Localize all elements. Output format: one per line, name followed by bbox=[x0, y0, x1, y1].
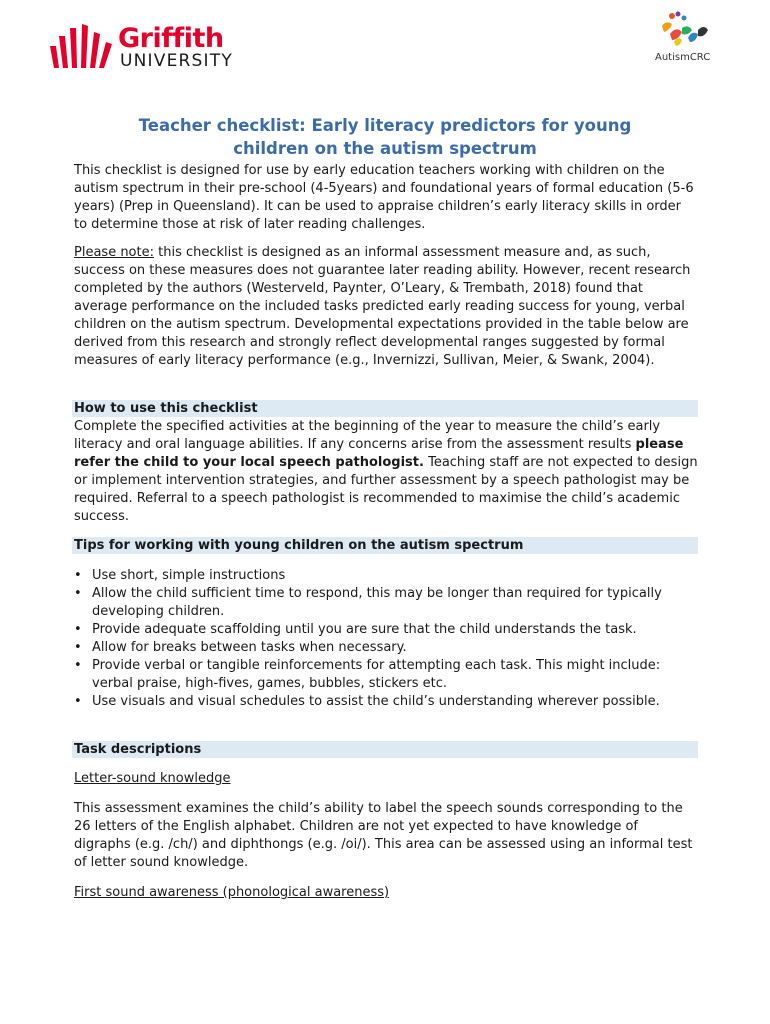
bullet-icon: • bbox=[74, 658, 82, 673]
first-sound-subheading: First sound awareness (phonological awareness) bbox=[74, 885, 390, 900]
bullet-icon: • bbox=[74, 568, 82, 583]
note-paragraph bbox=[74, 244, 698, 370]
list-item: • Use visuals and visual schedules to assist the child’s understanding wherever possible. bbox=[74, 694, 660, 709]
bullet-icon: • bbox=[74, 640, 82, 655]
task-descriptions-heading: Task descriptions bbox=[72, 741, 698, 758]
how-to-use-paragraph bbox=[74, 418, 698, 526]
tips-heading: Tips for working with young children on the autism spectrum bbox=[72, 537, 698, 554]
list-item: • Allow the child sufficient time to respond, this may be longer than required for typically developing children. bbox=[74, 586, 662, 619]
title-line-1: Teacher checklist: Early literacy predictors for young bbox=[138, 116, 632, 135]
how-to-use-referral-emphasis: please refer the child to your local speech pathologist. bbox=[74, 437, 684, 470]
list-item: • Use short, simple instructions bbox=[74, 568, 286, 583]
university-wordmark: UNIVERSITY bbox=[120, 51, 233, 71]
note-label: Please note: bbox=[74, 245, 154, 260]
list-item: • Allow for breaks between tasks when necessary. bbox=[74, 640, 407, 655]
griffith-wordmark: Griffith bbox=[118, 23, 224, 54]
autism-crc-wordmark: AutismCRC bbox=[655, 52, 711, 63]
letter-sound-paragraph: This assessment examines the child’s ability to label the speech sounds corresponding to the 26 letters of the English alphabet. Children are not yet expected to have knowledge of digraphs (e.g. /ch/) and diphthongs (e.g. /oi/). This area can be assessed using an informal test of letter sound knowledge. bbox=[74, 801, 693, 870]
bullet-icon: • bbox=[74, 622, 82, 637]
bullet-icon: • bbox=[74, 586, 82, 601]
griffith-flame-icon bbox=[50, 24, 114, 68]
document-title bbox=[74, 114, 696, 160]
list-item: • Provide adequate scaffolding until you are sure that the child understands the task. bbox=[74, 622, 637, 637]
intro-paragraph: This checklist is designed for use by early education teachers working with children on the autism spectrum in their pre-school (4-5years) and foundational years of formal education (5-6 years) (Prep in Queensland). It can be used to appraise children’s early literacy skills in order to determine those at risk of later reading challenges. bbox=[74, 163, 694, 232]
autism-crc-logo bbox=[650, 10, 720, 66]
hands-icon bbox=[656, 10, 714, 52]
note-text: this checklist is designed as an informal assessment measure and, as such, success on these measures does not guarantee later reading ability. However, recent research completed by the authors (Westerveld, Paynter, O’Leary, & Trembath, 2018) found that average performance on the included tasks predicted early reading success for young, verbal children on the autism spectrum. Developmental expectations provided in the table below are derived from this research and strongly reflect developmental ranges suggested by formal measures of early literacy performance (e.g., Invernizzi, Sullivan, Meier, & Swank, 2004). bbox=[74, 245, 691, 368]
list-item: • Provide verbal or tangible reinforcements for attempting each task. This might include: verbal praise, high-fives, games, bubbles, stickers etc. bbox=[74, 658, 661, 691]
how-to-use-text-after: Teaching staff are not expected to design or implement intervention strategies, and further assessment by a speech pathologist may be required. Referral to a speech pathologist is recommended to maximise the child’s academic success. bbox=[74, 455, 698, 524]
griffith-university-logo bbox=[50, 24, 260, 72]
how-to-use-heading: How to use this checklist bbox=[72, 400, 698, 417]
title-line-2: children on the autism spectrum bbox=[233, 139, 537, 158]
letter-sound-subheading: Letter-sound knowledge bbox=[74, 771, 231, 786]
bullet-icon: • bbox=[74, 694, 82, 709]
how-to-use-text-before: Complete the specified activities at the beginning of the year to measure the child’s early literacy and oral language abilities. If any concerns arise from the assessment results bbox=[74, 419, 661, 452]
tips-list bbox=[74, 567, 698, 711]
